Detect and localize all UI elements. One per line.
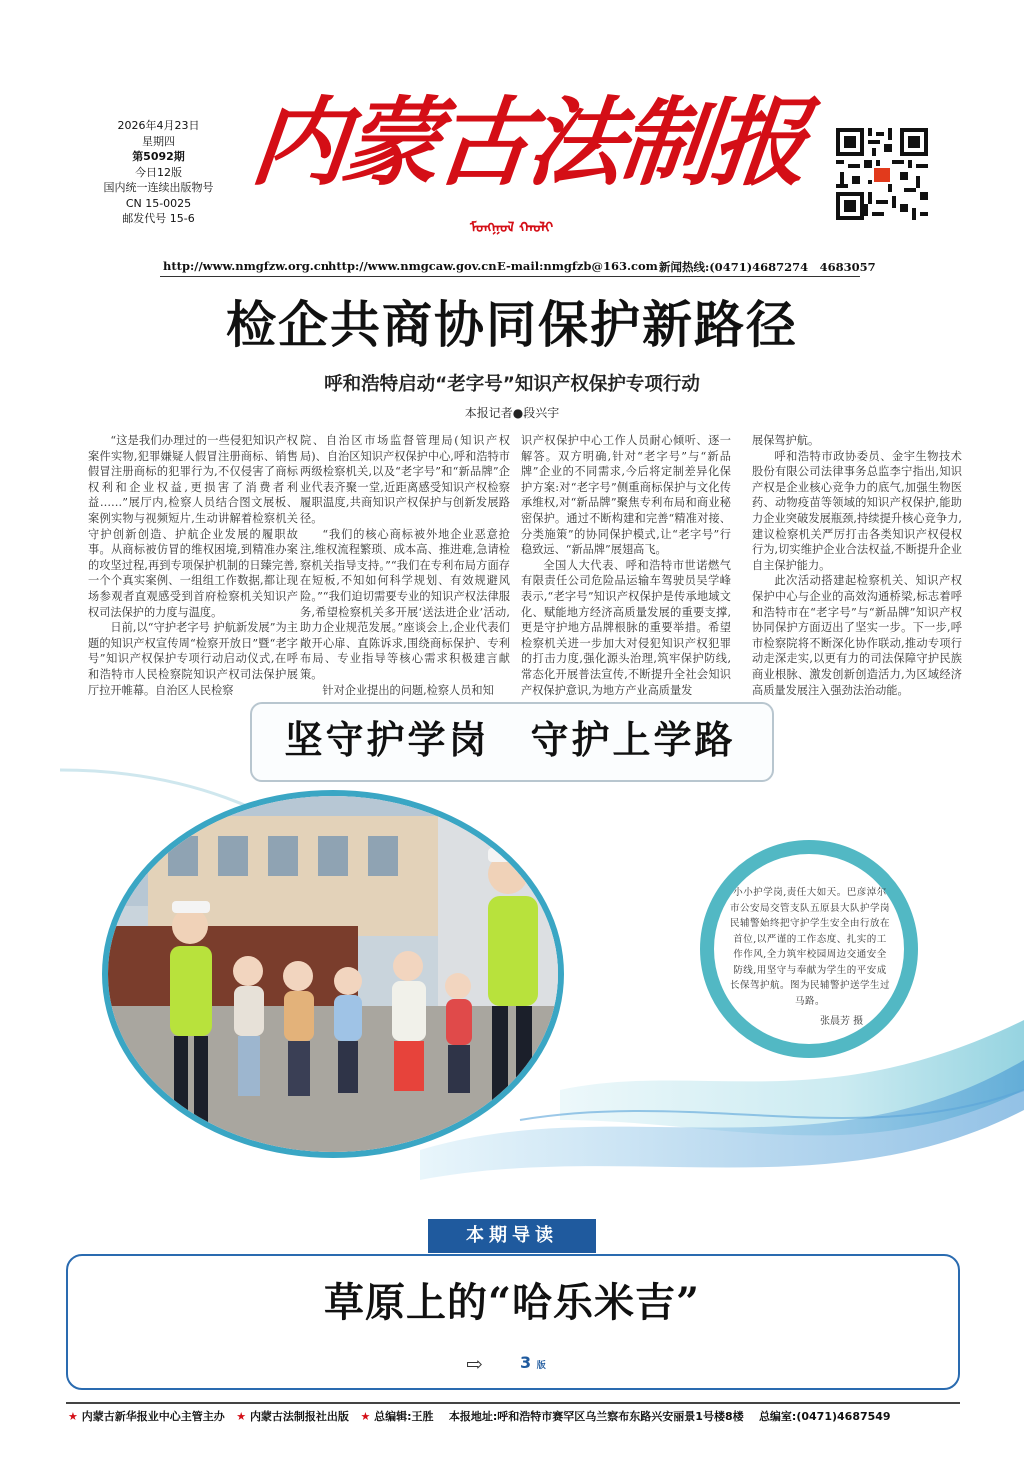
footer-divider — [66, 1402, 960, 1404]
paragraph: 展保驾护航。 — [752, 434, 820, 447]
article-column-4 — [752, 433, 962, 698]
paragraph: 院、自治区市场监督管理局(知识产权局)、自治区知识产权保护中心,呼和浩特市两级检察机关,以及“老字号”和“新品牌”企业代表齐聚一堂,近距离感受知识产权检察履职温度,共商知识产权保护与创新发展路径。 — [300, 434, 510, 525]
issue-number: 第5092期 — [132, 150, 185, 163]
website-link-2[interactable]: http://www.nmgcaw.gov.cn — [328, 259, 497, 273]
star-icon: ★ — [68, 1410, 78, 1423]
email-address[interactable]: E-mail:nmgfzb@163.com — [497, 259, 658, 273]
issue-weekday: 星期四 — [142, 134, 175, 148]
teaser-page-link[interactable] — [520, 1353, 546, 1372]
mongolian-title: ᠮᠣᠩᠭᠣᠯ ᠬᠠᠤᠯᠢ — [470, 220, 554, 236]
page-number: 3 — [520, 1353, 532, 1372]
paragraph: “这是我们办理过的一些侵犯知识产权案件实物,犯罪嫌疑人假冒注册商标、销售假冒注册商标的犯罪行为,不仅侵害了商标权利和企业权益,更损害了消费者利益……”展厅内,检察人员结合图文展板、案例实物与视频短片,生动讲解着检察机关守护创新创造、护航企业发展的履职故事。从商标被仿冒的维权困境,到精准办案的攻坚过程,再到专项保护机制的日臻完善,一个个真实案例、一组组工作数据,都让现场参观者直观感受到首府检察机关知识产权司法保护的力度与温度。 — [88, 434, 298, 619]
paragraph: 呼和浩特市政协委员、金宇生物技术股份有限公司法律事务总监李宁指出,知识产权是企业核心竞争力的底气,加强生物医药、动物疫苗等领域的知识产权保护,能助力企业突破发展瓶颈,持续提升核心竞争力,建议检察机关严厉打击各类知识产权侵权行为,切实维护企业合法权益,不断提升企业自主保护能力。 — [752, 449, 962, 572]
paragraph: 此次活动搭建起检察机关、知识产权保护中心与企业的高效沟通桥梁,标志着呼和浩特市在“老字号”与“新品牌”知识产权协同保护方面迈出了坚实一步。下一步,呼市检察院将不断深化协作联动,推动专项行动走深走实,以更有力的司法保障守护民族商业根脉、激发创新创造活力,为区域经济高质量发展注入强劲法治动能。 — [752, 574, 962, 697]
serial-label: 国内统一连续出版物号 — [103, 181, 214, 194]
issue-info — [86, 118, 231, 227]
issue-date: 2026年4月23日 — [117, 119, 200, 132]
article-byline: 本报记者●段兴宇 — [464, 406, 560, 420]
article-headline: 检企共商协同保护新路径 — [226, 295, 798, 354]
paragraph: 针对企业提出的问题,检察人员和知 — [322, 683, 494, 697]
footer-office: 总编室:(0471)4687549 — [758, 1410, 891, 1423]
masthead-divider — [160, 276, 860, 277]
article-column-2 — [300, 433, 510, 698]
article-column-1 — [88, 433, 298, 698]
cn-number: CN 15-0025 — [125, 196, 192, 210]
article-subhead: 呼和浩特启动“老字号”知识产权保护专项行动 — [324, 374, 700, 395]
teaser-title[interactable]: 草原上的“哈乐米吉” — [323, 1279, 700, 1326]
footer-address: 本报地址:呼和浩特市赛罕区乌兰察布东路兴安丽景1号楼8楼 — [448, 1410, 744, 1423]
paragraph: 全国人大代表、呼和浩特市世诺燃气有限责任公司危险品运输车驾驶员吴学峰表示,“老字号”知识产权保护是传承地域文化、赋能地方经济高质量发展的重要支撑,更是守护地方品牌根脉的重要举措。希望检察机关进一步加大对侵犯知识产权犯罪的打击力度,强化源头治理,筑牢保护防线,常态化开展普法宣传,不断提升全社会知识产权保护意识,为地方产业高质量发 — [521, 558, 731, 697]
article-column-3 — [521, 433, 731, 698]
qr-logo-badge — [872, 166, 892, 184]
footer-publisher: 内蒙古法制报社出版 — [249, 1410, 349, 1423]
arrow-right-icon: ⇨ — [466, 1352, 483, 1376]
star-icon: ★ — [236, 1410, 247, 1423]
footer-sponsor: 内蒙古新华报业中心主管主办 — [81, 1410, 225, 1423]
website-link-1[interactable]: http://www.nmgfzw.org.cn — [163, 259, 330, 273]
teaser-tag: 本期导读 — [428, 1219, 596, 1253]
page-count: 今日12版 — [135, 165, 182, 179]
page-unit: 版 — [536, 1361, 546, 1371]
feature-banner-title: 坚守护学岗 守护上学路 — [284, 717, 736, 762]
star-icon: ★ — [360, 1410, 371, 1423]
photographer-credit: 张晨芳 摄 — [820, 1016, 864, 1027]
newspaper-logo: 内蒙古法制报 — [246, 86, 810, 199]
paragraph: “我们的核心商标被外地企业恶意抢注,维权流程繁琐、成本高、推进难,急请检察机关指导支持。”“我们在专利布局方面存在短板,不知如何科学规划、有效规避风险。”“我们迫切需要专业的知识产权法律服务,希望检察机关多开展‘送法进企业’活动,助力企业规范发展。”座谈会上,企业代表们敞开心扉、直陈诉求,围绕商标保护、专利布局、专业指导等核心需求积极建言献策。 — [300, 527, 510, 681]
footer — [68, 1408, 968, 1424]
paragraph: 识产权保护中心工作人员耐心倾听、逐一解答。双方明确,针对“老字号”与“新品牌”企业的不同需求,今后将定制差异化保护方案:对“老字号”侧重商标保护与文化传承维权,对“新品牌”聚焦专利布局和商业秘密保护。通过不断构建和完善“精准对接、分类施策”的协同保护模式,让“老字号”行稳致远、“新品牌”展翅高飞。 — [521, 434, 731, 557]
postal-code: 邮发代号 15-6 — [122, 212, 195, 225]
feature-photo — [102, 790, 564, 1158]
footer-editor: 总编辑:王胜 — [374, 1410, 434, 1423]
photo-caption: 小小护学岗,责任大如天。巴彦淖尔市公安局交管支队五原县大队护学岗民辅警始终把守护学生安全由行放在首位,以严谨的工作态度、扎实的工作作风,全力筑牢校园周边交通安全防线,用坚守与奉献为学生的平安成长保驾护航。图为民辅警护送学生过马路。 — [730, 887, 891, 1007]
news-hotline: 新闻热线:(0471)4687274 4683057 — [659, 260, 876, 274]
paragraph: 日前,以“守护老字号 护航新发展”为主题的知识产权宣传周“检察开放日”暨“老字号”知识产权保护专项行动启动仪式,在呼和浩特市人民检察院知识产权司法保护展厅拉开帷幕。自治区人民检察 — [88, 621, 298, 697]
